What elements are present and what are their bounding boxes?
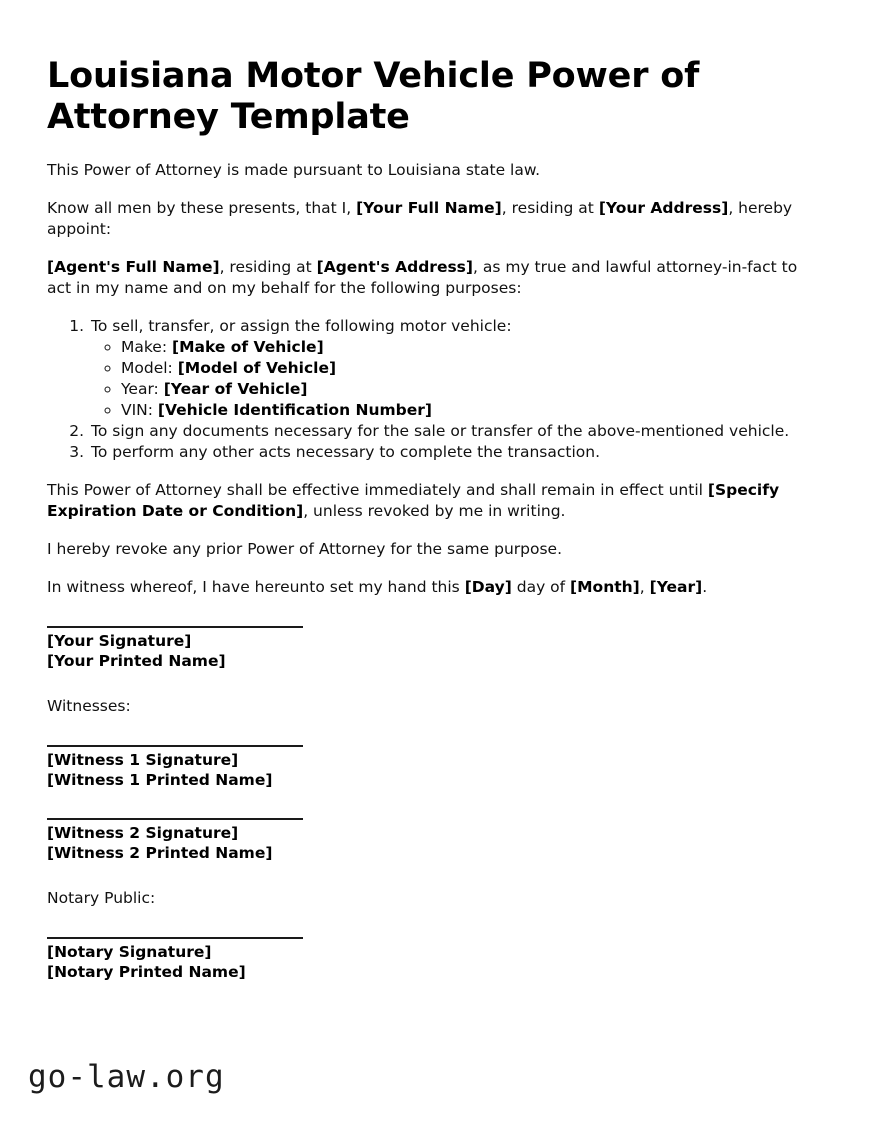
- witness-1-printed-name-placeholder: [Witness 1 Printed Name]: [47, 771, 273, 789]
- vehicle-detail-value: [Make of Vehicle]: [171, 338, 324, 356]
- agent-name-placeholder: [Agent's Full Name]: [47, 258, 220, 276]
- expiration-placeholder: [Specify Expiration Date or Condition]: [47, 481, 780, 520]
- vehicle-detail-value: [Vehicle Identification Number]: [157, 401, 432, 419]
- principal-address-placeholder: [Your Address]: [598, 199, 729, 217]
- notary-signature-placeholder: [Notary Signature]: [47, 943, 212, 961]
- vehicle-detail-value: [Year of Vehicle]: [163, 380, 308, 398]
- witness-2-printed-name-placeholder: [Witness 2 Printed Name]: [47, 844, 273, 862]
- vehicle-detail-label: Year:: [121, 380, 164, 398]
- effectiveness-tail: , unless revoked by me in writing.: [303, 502, 566, 520]
- agent-clause-mid: , residing at: [219, 258, 317, 276]
- grantor-clause-lead: Know all men by these presents, that I,: [47, 199, 357, 217]
- principal-printed-name-placeholder: [Your Printed Name]: [47, 652, 226, 670]
- month-placeholder: [Month]: [570, 578, 640, 596]
- signature-block-witness-2: [47, 818, 822, 863]
- signature-line: [47, 745, 303, 747]
- effectiveness-clause-paragraph: [47, 480, 822, 522]
- witness-clause-sep: ,: [639, 578, 650, 596]
- witness-clause-tail: .: [702, 578, 708, 596]
- grantor-clause-mid: , residing at: [501, 199, 599, 217]
- notary-printed-name-placeholder: [Notary Printed Name]: [47, 963, 246, 981]
- vehicle-detail-model: [121, 358, 822, 379]
- signature-block-principal: [47, 626, 822, 671]
- page-title: Louisiana Motor Vehicle Power of Attorney Template: [47, 56, 700, 137]
- purpose-item: [89, 316, 822, 421]
- grantor-clause-paragraph: [47, 198, 822, 240]
- effectiveness-lead: This Power of Attorney shall be effective immediately and shall remain in effect until: [47, 481, 708, 499]
- witness-clause-paragraph: [47, 577, 822, 598]
- vehicle-detail-vin: [121, 400, 822, 421]
- signature-line: [47, 626, 303, 628]
- vehicle-detail-make: [121, 337, 822, 358]
- purposes-list: [47, 316, 822, 463]
- witness-2-signature-placeholder: [Witness 2 Signature]: [47, 824, 239, 842]
- signature-block-witness-1: [47, 745, 822, 790]
- purpose-text: To sign any documents necessary for the sale or transfer of the above-mentioned vehicle.: [91, 422, 790, 440]
- grantor-clause-tail: , hereby appoint:: [47, 199, 793, 238]
- agent-clause-tail: , as my true and lawful attorney-in-fact to act in my name and on my behalf for the following purposes:: [47, 258, 798, 297]
- intro-paragraph: This Power of Attorney is made pursuant to Louisiana state law.: [47, 161, 541, 179]
- purpose-text: To sell, transfer, or assign the following motor vehicle:: [91, 317, 512, 335]
- purpose-text: To perform any other acts necessary to complete the transaction.: [91, 443, 601, 461]
- revocation-clause-paragraph: I hereby revoke any prior Power of Attorney for the same purpose.: [47, 540, 563, 558]
- witness-1-signature-placeholder: [Witness 1 Signature]: [47, 751, 239, 769]
- vehicle-details-list: [91, 337, 822, 421]
- purpose-item: [89, 442, 822, 463]
- agent-address-placeholder: [Agent's Address]: [316, 258, 473, 276]
- signature-line: [47, 937, 303, 939]
- principal-name-placeholder: [Your Full Name]: [356, 199, 502, 217]
- witness-clause-mid: day of: [511, 578, 571, 596]
- day-placeholder: [Day]: [464, 578, 512, 596]
- witnesses-label: Witnesses:: [47, 697, 131, 715]
- witness-clause-lead: In witness whereof, I have hereunto set my hand this: [47, 578, 465, 596]
- signature-line: [47, 818, 303, 820]
- purpose-item: [89, 421, 822, 442]
- vehicle-detail-label: Make:: [121, 338, 172, 356]
- vehicle-detail-label: Model:: [121, 359, 178, 377]
- notary-public-label: Notary Public:: [47, 889, 156, 907]
- vehicle-detail-value: [Model of Vehicle]: [177, 359, 337, 377]
- principal-signature-placeholder: [Your Signature]: [47, 632, 192, 650]
- vehicle-detail-year: [121, 379, 822, 400]
- year-placeholder: [Year]: [649, 578, 703, 596]
- site-watermark: go-law.org: [28, 1059, 225, 1095]
- vehicle-detail-label: VIN:: [121, 401, 158, 419]
- signature-block-notary: [47, 937, 822, 982]
- agent-clause-paragraph: [47, 257, 822, 299]
